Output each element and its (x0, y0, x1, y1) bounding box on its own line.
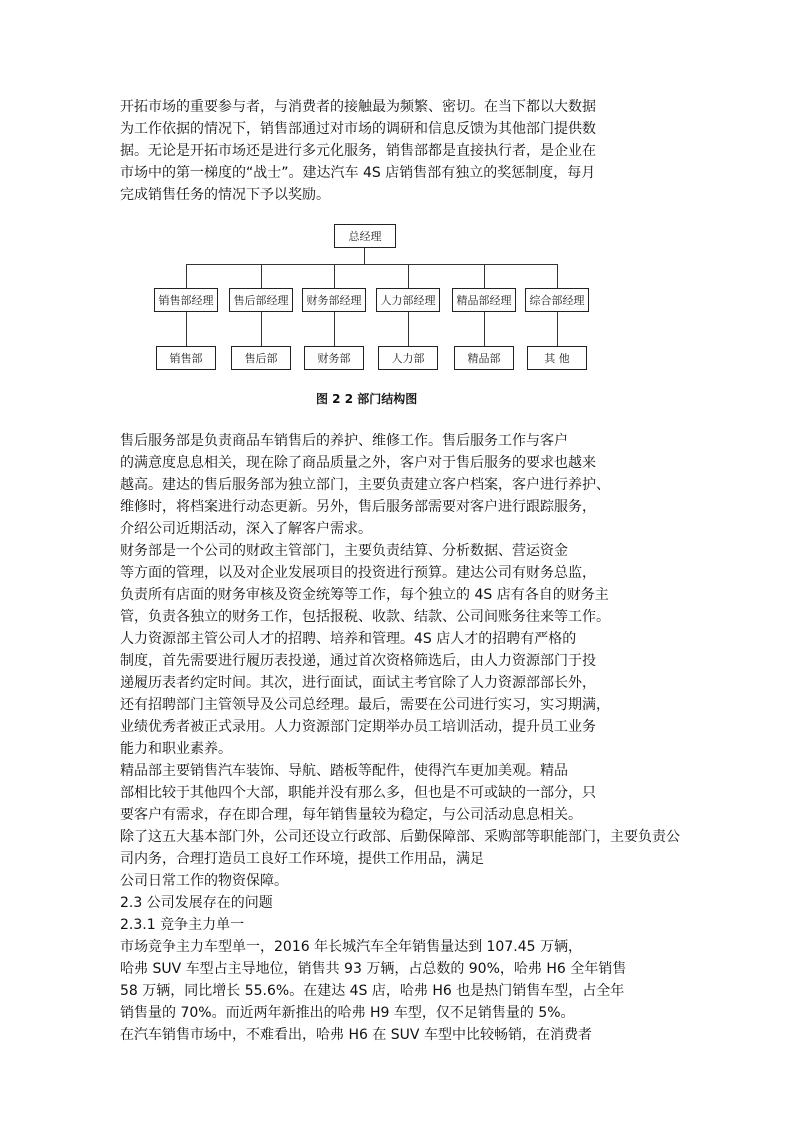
connector-line (334, 312, 335, 346)
connector-line (334, 264, 335, 288)
figure-caption: 图 2 2 部门结构图 (316, 392, 418, 406)
text-line: 除了这五大基本部门外，公司还设立行政部、后勤保障部、采购部等职能部门，主要负责公 (120, 829, 680, 845)
text-line: 等方面的管理，以及对企业发展项目的投资进行预算。建达公司有财务总监， (120, 565, 596, 581)
text-line: 越高。建达的售后服务部为独立部门，主要负责建立客户档案，客户进行养护、 (120, 477, 610, 493)
text-line: 还有招聘部门主管领导及公司总经理。最后，需要在公司进行实习，实习期满， (120, 697, 610, 713)
org-box-manager: 综合部经理 (525, 288, 589, 312)
org-box-manager: 财务部经理 (302, 288, 366, 312)
connector-line (261, 264, 262, 288)
text-line: 58 万辆，同比增长 55.6%。在建达 4S 店，哈弗 H6 也是热门销售车型，占全年 (120, 983, 625, 999)
connector-line (261, 312, 262, 346)
text-line: 制度，首先需要进行履历表投递，通过首次资格筛选后，由人力资源部门于投 (120, 653, 596, 669)
org-box-department: 精品部 (454, 346, 514, 370)
org-box-manager: 售后部经理 (229, 288, 293, 312)
text-line: 开拓市场的重要参与者，与消费者的接触最为频繁、密切。在当下都以大数据 (120, 99, 596, 115)
text-line: 精品部主要销售汽车装饰、导航、踏板等配件，使得汽车更加美观。精品 (120, 763, 568, 779)
section-heading: 2.3 公司发展存在的问题 (120, 895, 273, 911)
connector-line (186, 264, 558, 265)
text-line: 递履历表者约定时间。其次，进行面试，面试主考官除了人力资源部部长外， (120, 675, 596, 691)
connector-line (484, 264, 485, 288)
connector-line (557, 312, 558, 346)
connector-line (364, 248, 365, 264)
text-line: 管，负责各独立的财务工作，包括报税、收款、结款、公司间账务往来等工作。 (120, 609, 610, 625)
text-line: 完成销售任务的情况下予以奖励。 (120, 187, 330, 203)
text-line: 在汽车销售市场中，不难看出，哈弗 H6 在 SUV 车型中比较畅销，在消费者 (120, 1027, 592, 1043)
text-line: 人力资源部主管公司人才的招聘、培养和管理。4S 店人才的招聘有严格的 (120, 631, 577, 647)
org-box-department: 其 他 (527, 346, 587, 370)
text-line: 要客户有需求，存在即合理，每年销售量较为稳定，与公司活动息息相关。 (120, 807, 582, 823)
text-line: 为工作依据的情况下，销售部通过对市场的调研和信息反馈为其他部门提供数 (120, 121, 596, 137)
connector-line (408, 312, 409, 346)
text-line: 介绍公司近期活动，深入了解客户需求。 (120, 521, 372, 537)
org-box-department: 财务部 (304, 346, 364, 370)
subsection-heading: 2.3.1 竞争主力单一 (120, 917, 245, 933)
text-line: 哈弗 SUV 车型占主导地位，销售共 93 万辆，占总数的 90%，哈弗 H6 全年销售 (120, 961, 627, 977)
connector-line (186, 312, 187, 346)
org-box-manager: 人力部经理 (376, 288, 440, 312)
connector-line (557, 264, 558, 288)
org-box-manager: 精品部经理 (452, 288, 516, 312)
org-box-department: 销售部 (156, 346, 216, 370)
text-line: 业绩优秀者被正式录用。人力资源部门定期举办员工培训活动，提升员工业务 (120, 719, 596, 735)
text-line: 负责所有店面的财务审核及资金统筹等工作，每个独立的 4S 店有各自的财务主 (120, 587, 609, 603)
text-line: 部相比较于其他四个大部，职能并没有那么多，但也是不可或缺的一部分，只 (120, 785, 596, 801)
text-line: 市场竞争主力车型单一，2016 年长城汽车全年销售量达到 107.45 万辆， (120, 939, 582, 955)
connector-line (484, 312, 485, 346)
text-line: 财务部是一个公司的财政主管部门，主要负责结算、分析数据、营运资金 (120, 543, 568, 559)
text-line: 司内务，合理打造员工良好工作环境，提供工作用品，满足 (120, 851, 484, 867)
org-box-manager: 销售部经理 (154, 288, 218, 312)
org-box-top: 总经理 (334, 224, 396, 248)
text-line: 市场中的第一梯度的“战士”。建达汽车 4S 店销售部有独立的奖惩制度，每月 (120, 165, 596, 181)
text-line: 公司日常工作的物资保障。 (120, 873, 288, 889)
connector-line (186, 264, 187, 288)
text-line: 能力和职业素养。 (120, 741, 232, 757)
text-line: 据。无论是开拓市场还是进行多元化服务，销售部都是直接执行者，是企业在 (120, 143, 596, 159)
text-line: 维修时，将档案进行动态更新。另外，售后服务部需要对客户进行跟踪服务， (120, 499, 596, 515)
connector-line (408, 264, 409, 288)
org-box-department: 售后部 (231, 346, 291, 370)
text-line: 销售量的 70%。而近两年新推出的哈弗 H9 车型，仅不足销售量的 5%。 (120, 1005, 575, 1021)
org-box-department: 人力部 (378, 346, 438, 370)
text-line: 的满意度息息相关，现在除了商品质量之外，客户对于售后服务的要求也越来 (120, 455, 596, 471)
text-line: 售后服务部是负责商品车销售后的养护、维修工作。售后服务工作与客户 (120, 433, 568, 449)
